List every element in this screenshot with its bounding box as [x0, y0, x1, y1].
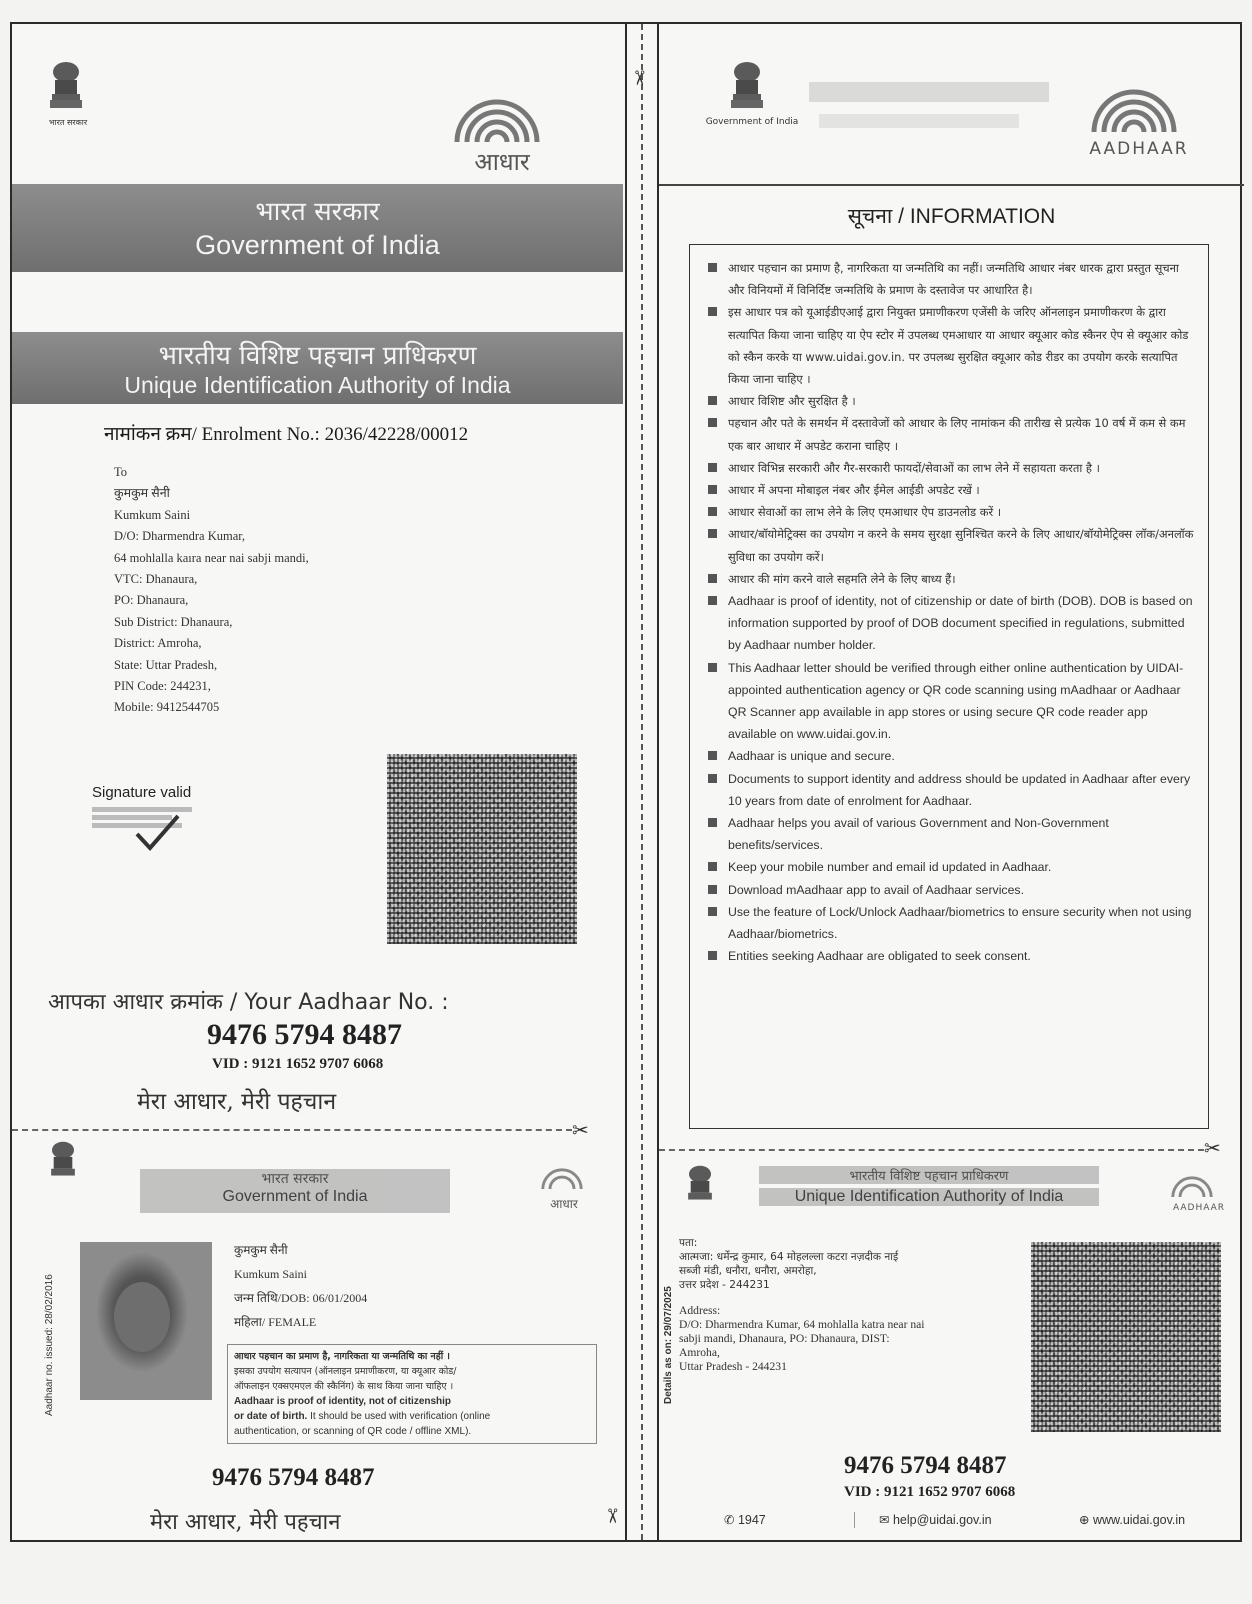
card-state-emblem: [46, 1140, 86, 1189]
info-item-text: आधार विभिन्न सरकारी और गैर-सरकारी फायदों/सेवाओं का लाभ लेने में सहायता करता है ।: [728, 460, 1100, 475]
globe-icon: ⊕: [1079, 1513, 1093, 1527]
info-item: [702, 745, 1196, 767]
bullet-square-icon: [708, 862, 717, 871]
right-emblem-caption: Government of India: [705, 117, 799, 127]
info-item-text: Use the feature of Lock/Unlock Aadhaar/biometrics to ensure security when not using Aadhaar/biometrics.: [728, 904, 1192, 942]
info-item-text: आधार में अपना मोबाइल नंबर और ईमेल आईडी अपडेट रखें ।: [728, 483, 980, 498]
ashoka-emblem-icon: [46, 60, 86, 112]
bullet-square-icon: [708, 885, 717, 894]
address-english-line: Amroha,: [679, 1346, 720, 1359]
uidai-title-hindi: भारतीय विशिष्ट पहचान प्राधिकरण: [158, 341, 477, 371]
fingerprint-sun-icon: [1079, 84, 1189, 134]
qr-code: [387, 754, 577, 944]
signature-valid-label: Signature valid: [92, 784, 192, 801]
card-holder-details: [234, 1238, 367, 1334]
right-logo-word: AADHAAR: [1089, 139, 1189, 159]
fingerprint-sun-icon: [1164, 1174, 1220, 1198]
fingerprint-sun-icon: [442, 94, 552, 144]
address-line: VTC: Dhanaura,: [114, 572, 198, 587]
uidai-band: [12, 332, 623, 404]
bullet-square-icon: [708, 418, 717, 427]
aadhaar-issued-date: Aadhaar no. issued: 28/02/2016: [44, 1274, 55, 1416]
holder-gender: महिला/ FEMALE: [234, 1315, 317, 1329]
info-item: [702, 901, 1196, 945]
info-item-text: इस आधार पत्र को यूआईडीएआई द्वारा नियुक्त प्रमाणीकरण एजेंसी के जरिए ऑनलाइन प्रमाणीकरण के द्वारा सत्यापित किया जाना चाहिए या ऐप स्टोर में उपलब्ध एमआधार या आधार क्यूआर कोड स्कैनर ऐप से क्यूआर कोड को स्कैन करके या www.uidai.gov.in. पर उपलब्ध सुरक्षित क्यूआर कोड रीडर का उपयोग करके सत्यापित किया जाना चाहिए ।: [728, 305, 1189, 387]
bullet-square-icon: [708, 574, 717, 583]
info-item: [702, 945, 1196, 967]
enrolment-number: नामांकन क्रम/ Enrolment No.: 2036/42228/00012: [104, 424, 469, 445]
details-as-on-date: Details as on: 29/07/2025: [663, 1286, 674, 1404]
card-aadhaar-number: 9476 5794 8487: [844, 1452, 1007, 1479]
gov-title-hindi: भारत सरकार: [255, 197, 380, 227]
notice-english-bold: Aadhaar is proof of identity, not of citizenship: [234, 1396, 452, 1407]
vid-number: VID : 9121 1652 9707 6068: [212, 1056, 384, 1072]
right-state-emblem: [697, 60, 807, 127]
card-aadhaar-logo: [534, 1166, 594, 1212]
address-hindi-line: आत्मजा: धर्मेन्द्र कुमार, 64 मोहलल्ला कटरा नज़दीक नाई: [679, 1251, 899, 1263]
bullet-square-icon: [708, 951, 717, 960]
card-state-emblem: [683, 1164, 723, 1213]
address-hindi-line: उत्तर प्रदेश - 244231: [679, 1279, 770, 1291]
address-line: Kumkum Saini: [114, 507, 191, 522]
info-item-text: Aadhaar is unique and secure.: [728, 749, 895, 764]
cut-line: [659, 1149, 1204, 1151]
scissors-icon: ✂: [600, 1507, 625, 1525]
bullet-square-icon: [708, 907, 717, 916]
bullet-square-icon: [708, 507, 717, 516]
address-line: PIN Code: 244231,: [114, 679, 211, 694]
notice-hindi-line: इसका उपयोग सत्यापन (ऑनलाइन प्रमाणीकरण, या क्यूआर कोड/: [234, 1366, 457, 1377]
info-item: [702, 412, 1196, 456]
scissors-icon: ✂: [1204, 1136, 1221, 1160]
fingerprint-sun-icon: [534, 1166, 590, 1190]
gov-title-english: Government of India: [195, 230, 440, 260]
info-item-text: Aadhaar is proof of identity, not of citizenship or date of birth (DOB). DOB is based on information supported by proof of DOB document specified in regulations, submitted by Aadhaar number holder.: [728, 594, 1193, 653]
notice-english-bold: or date of birth.: [234, 1411, 308, 1422]
card-tagline: मेरा आधार, मेरी पहचान: [150, 1510, 341, 1535]
aadhaar-logo: [442, 94, 562, 178]
card-qr-code: [1031, 1242, 1221, 1432]
digital-signature: [92, 784, 232, 864]
card-logo-word: AADHAAR: [1172, 1203, 1226, 1213]
address-line: Mobile: 9412544705: [114, 700, 220, 715]
info-item: [702, 301, 1196, 390]
aadhaar-number: 9476 5794 8487: [207, 1018, 402, 1051]
ashoka-emblem-icon: [683, 1164, 717, 1208]
checkmark-icon: [132, 812, 182, 852]
right-aadhaar-logo: [1079, 84, 1199, 159]
bullet-square-icon: [708, 307, 717, 316]
info-item: [702, 479, 1196, 501]
info-item: [702, 568, 1196, 590]
card-uidai-hindi: भारतीय विशिष्ट पहचान प्राधिकरण: [759, 1166, 1099, 1184]
info-item-text: Aadhaar helps you avail of various Government and Non-Government benefits/services.: [728, 816, 1109, 853]
aadhaar-letter-sheet: [10, 22, 1242, 1542]
info-item-text: Documents to support identity and address should be updated in Aadhaar after every 10 years from date of enrolment for Aadhaar.: [728, 771, 1191, 808]
card-notice: [227, 1344, 597, 1444]
holder-name-hindi: कुमकुम सैनी: [234, 1243, 288, 1257]
info-item: [702, 390, 1196, 412]
address-english-line: D/O: Dharmendra Kumar, 64 mohlalla katra near nai: [679, 1318, 925, 1331]
card-vid-number: VID : 9121 1652 9707 6068: [844, 1484, 1016, 1500]
email-address: help@uidai.gov.in: [892, 1513, 992, 1527]
address-line: 64 mohlalla kaıra near nai sabji mandi,: [114, 550, 309, 565]
header-rule: [659, 184, 1244, 186]
state-emblem: [46, 60, 90, 128]
phone-icon: ✆: [724, 1513, 738, 1527]
aadhaar-logo-word: आधार: [474, 148, 530, 176]
scissors-icon: ✂: [627, 69, 652, 87]
address-line: To: [114, 465, 128, 479]
address-line: District: Amroha,: [114, 636, 202, 651]
bullet-square-icon: [708, 663, 717, 672]
divider: [854, 1512, 855, 1528]
notice-english-text: authentication, or scanning of QR code / offline XML).: [234, 1426, 472, 1437]
redacted-strip: [809, 82, 1049, 102]
address-line: D/O: Dharmendra Kumar,: [114, 529, 246, 544]
card-uidai-english: Unique Identification Authority of India: [759, 1188, 1099, 1206]
bullet-square-icon: [708, 396, 717, 405]
address-hindi-line: सब्जी मंडी, धनौरा, धनौरा, अमरोहा,: [679, 1265, 817, 1277]
info-item: [702, 657, 1196, 746]
info-item: [702, 523, 1196, 567]
address-line: State: Uttar Pradesh,: [114, 657, 218, 672]
bullet-square-icon: [708, 751, 717, 760]
email-contact: [879, 1512, 992, 1527]
bullet-square-icon: [708, 485, 717, 494]
info-item-text: Download mAadhaar app to avail of Aadhaar services.: [728, 882, 1024, 897]
redacted-strip: [819, 114, 1019, 128]
recipient-address: [114, 462, 309, 719]
bullet-square-icon: [708, 263, 717, 272]
emblem-caption: भारत सरकार: [48, 118, 88, 127]
scissors-icon: ✂: [572, 1118, 589, 1142]
left-panel: [12, 24, 627, 1540]
card-aadhaar-number: 9476 5794 8487: [212, 1464, 375, 1491]
address-english-line: sabji mandi, Dhanaura, PO: Dhanaura, DIST:: [679, 1332, 890, 1345]
address-label-english: Address:: [679, 1304, 721, 1317]
address-line: Sub District: Dhanaura,: [114, 614, 233, 629]
address-label-hindi: पता:: [679, 1237, 698, 1249]
info-item-text: Keep your mobile number and email id updated in Aadhaar.: [728, 860, 1052, 875]
info-item-text: आधार सेवाओं का लाभ लेने के लिए एमआधार ऐप डाउनलोड करें ।: [728, 505, 1002, 520]
website-contact: [1079, 1512, 1185, 1527]
card-address: [679, 1236, 1019, 1374]
info-item: [702, 812, 1196, 856]
address-line: PO: Dhanaura,: [114, 593, 189, 608]
info-item: [702, 879, 1196, 901]
ashoka-emblem-icon: [727, 60, 767, 112]
cut-line: [12, 1129, 572, 1131]
info-item-text: आधार विशिष्ट और सुरक्षित है ।: [728, 394, 856, 409]
website-url: www.uidai.gov.in: [1092, 1513, 1186, 1527]
info-item: [702, 457, 1196, 479]
your-aadhaar-no-label: आपका आधार क्रमांक / Your Aadhaar No. :: [48, 990, 449, 1015]
card-gov-header: [140, 1169, 450, 1213]
email-icon: ✉: [879, 1513, 893, 1527]
information-box: [689, 244, 1209, 1129]
info-item: [702, 768, 1196, 812]
info-item: [702, 590, 1196, 657]
holder-photo: [80, 1242, 212, 1400]
government-band: [12, 184, 623, 272]
info-item-text: आधार/बॉयोमेट्रिक्स का उपयोग न करने के समय सुरक्षा सुनिश्चित करने के लिए आधार/बॉयोमेट्रिक्स लॉक/अनलॉक सुविधा का उपयोग करें।: [728, 527, 1194, 564]
tagline: मेरा आधार, मेरी पहचान: [137, 1089, 337, 1115]
bullet-square-icon: [708, 463, 717, 472]
bullet-square-icon: [708, 529, 717, 538]
card-uidai-header: [759, 1166, 1099, 1206]
card-aadhaar-logo: [1164, 1174, 1234, 1213]
info-item: [702, 257, 1196, 301]
phone-number: 1947: [737, 1513, 766, 1527]
notice-hindi-line: ऑफलाइन एक्सएमएल की स्कैनिंग) के साथ किया जाना चाहिए ।: [234, 1381, 454, 1392]
notice-hindi-line: आधार पहचान का प्रमाण है, नागरिकता या जन्मतिथि का नहीं ।: [234, 1351, 450, 1362]
info-item: [702, 856, 1196, 878]
bullet-square-icon: [708, 596, 717, 605]
vertical-cut-line: [627, 24, 657, 1540]
card-gov-hindi: भारत सरकार: [261, 1171, 329, 1187]
info-item: [702, 501, 1196, 523]
info-item-text: आधार की मांग करने वाले सहमति लेने के लिए बाध्य हैं।: [728, 571, 956, 586]
address-english-line: Uttar Pradesh - 244231: [679, 1360, 787, 1373]
address-line: कुमकुम सैनी: [114, 486, 170, 501]
info-item-text: आधार पहचान का प्रमाण है, नागरिकता या जन्मतिथि का नहीं। जन्मतिथि आधार नंबर धारक द्वारा प्रस्तुत सूचना और विनियमों में विनिर्दिष्ट जन्मतिथि के प्रमाण के दस्तावेज पर आधारित है।: [728, 261, 1179, 298]
card-logo-word: आधार: [550, 1197, 578, 1211]
info-item-text: पहचान और पते के समर्थन में दस्तावेजों को आधार के लिए नामांकन की तारीख से प्रत्येक 10 वर्ष में कम से कम एक बार आधार में अपडेट कराना चाहिए ।: [728, 416, 1186, 453]
ashoka-emblem-icon: [46, 1140, 80, 1184]
information-title: सूचना / INFORMATION: [847, 205, 1056, 228]
uidai-title-english: Unique Identification Authority of India: [124, 372, 511, 398]
info-item-text: Entities seeking Aadhaar are obligated to seek consent.: [728, 949, 1031, 964]
right-panel: [657, 24, 1242, 1540]
notice-english-text: It should be used with verification (online: [307, 1411, 491, 1422]
phone-contact: [724, 1512, 766, 1527]
holder-dob: जन्म तिथि/DOB: 06/01/2004: [234, 1291, 368, 1305]
bullet-square-icon: [708, 818, 717, 827]
card-gov-english: Government of India: [222, 1188, 368, 1205]
bullet-square-icon: [708, 774, 717, 783]
holder-name-english: Kumkum Saini: [234, 1267, 308, 1281]
info-item-text: This Aadhaar letter should be verified through either online authentication by UIDAI-appointed authentication agency or QR code scanning using mAadhaar or Aadhaar QR Scanner app available in app stores or using secure QR code reader app available on www.uidai.gov.in.: [728, 660, 1184, 742]
